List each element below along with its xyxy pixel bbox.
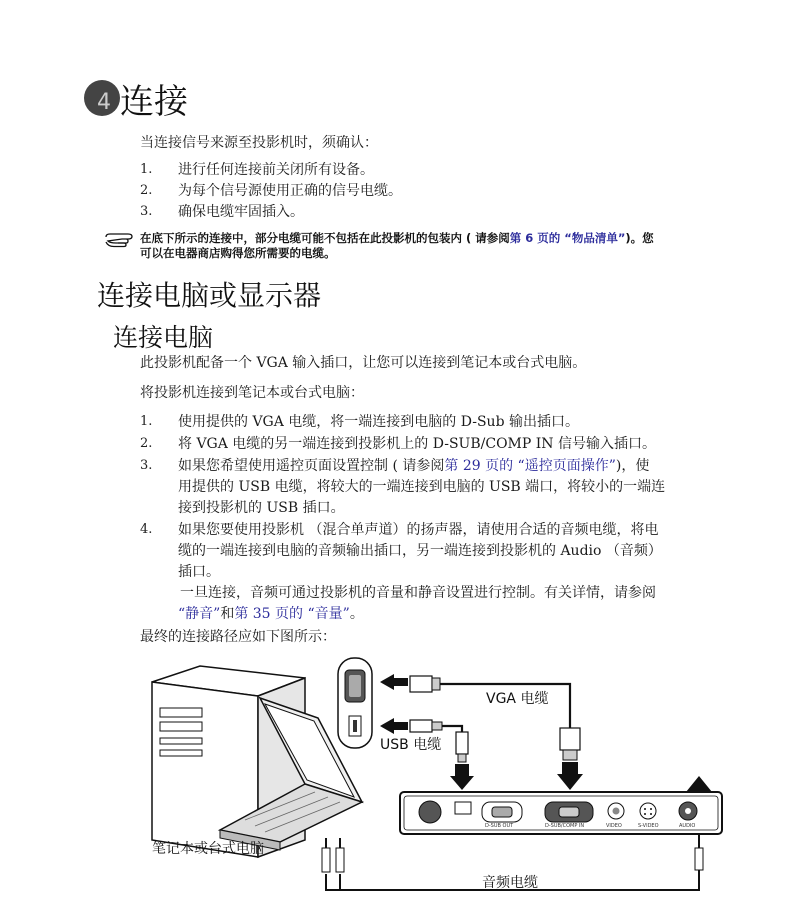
step-3-line-2: 用提供的 USB 电缆，将较大的一端连接到电脑的 USB 端口，将较小的一端连	[178, 479, 666, 495]
note-text-a: 在底下所示的连接中，部分电缆可能不包括在此投影机的包装内 ( 请参阅	[140, 231, 510, 245]
checklist-item-3: 确保电缆牢固插入。	[178, 204, 304, 220]
step-4-para-2-line-2	[178, 604, 364, 624]
vga-arrow-icon	[380, 674, 408, 690]
checklist-item-1: 进行任何连接前关闭所有设备。	[178, 162, 374, 178]
step-num-3: 3.	[140, 458, 153, 473]
usb-cable-label: USB 电缆	[380, 737, 442, 753]
chapter-number: 4	[97, 90, 111, 115]
para-connect-intro: 将投影机连接到笔记本或台式电脑：	[140, 385, 364, 401]
pointing-hand-icon	[104, 230, 138, 248]
checklist-num-3: 3.	[140, 204, 153, 219]
checklist-item-2: 为每个信号源使用正确的信号电缆。	[178, 183, 402, 199]
projector-usb-port	[455, 802, 471, 814]
connection-diagram	[140, 652, 760, 902]
audio-cable-label: 音频电缆	[482, 875, 538, 891]
note-text-b: )。您	[625, 231, 654, 245]
intro-text: 当连接信号来源至投影机时，须确认：	[140, 135, 378, 151]
computer-label: 笔记本或台式电脑	[152, 841, 264, 857]
step-3-text-a: 如果您希望使用遥控页面设置控制 ( 请参阅	[178, 458, 445, 474]
step-4-line-2: 缆的一端连接到电脑的音频输出插口，另一端连接到投影机的 Audio （音频）	[178, 543, 662, 559]
note-line-1	[140, 231, 740, 246]
note-link-packing-list[interactable]: 第 6 页的 “物品清单”	[509, 231, 626, 245]
link-volume[interactable]: 第 35 页的 “音量”	[234, 606, 350, 622]
vga-cable-label: VGA 电缆	[486, 691, 549, 707]
step-4-and: 和	[220, 606, 235, 622]
s-video-port	[640, 803, 656, 819]
step-4-line-1: 如果您要使用投影机 （混合单声道）的扬声器，请使用合适的音频电缆，将电	[178, 522, 659, 538]
step-4-para-2-line-1: 一旦连接，音频可通过投影机的音量和静音设置进行控制。有关详情，请参阅	[180, 585, 656, 601]
chapter-number-badge	[84, 80, 120, 116]
step-3-line-1	[178, 456, 649, 476]
step-num-4: 4.	[140, 522, 153, 537]
port-label-dsub-comp-in: D-SUB/COMP IN	[545, 823, 585, 829]
port-label-audio: AUDIO	[679, 823, 696, 829]
step-4-end: 。	[349, 606, 364, 622]
checklist-num-1: 1.	[140, 162, 153, 177]
step-3-text-b: )，使	[615, 458, 650, 474]
subsection-title: 连接电脑	[113, 323, 214, 352]
link-mute[interactable]: “静音”	[178, 606, 221, 622]
step-4-line-3: 插口。	[178, 564, 220, 580]
note-line-2: 可以在电器商店购得您所需要的电缆。	[140, 246, 336, 260]
usb-arrow-icon	[380, 718, 408, 734]
step-3-link-remote-paging[interactable]: 第 29 页的 “遥控页面操作”	[444, 458, 616, 474]
step-text-2: 将 VGA 电缆的另一端连接到投影机上的 D-SUB/COMP IN 信号输入插口。	[178, 436, 656, 452]
step-3-line-3: 接到投影机的 USB 插口。	[178, 500, 345, 516]
checklist-num-2: 2.	[140, 183, 153, 198]
step-num-1: 1.	[140, 414, 153, 429]
para-vga-intro: 此投影机配备一个 VGA 输入插口，让您可以连接到笔记本或台式电脑。	[140, 355, 587, 371]
section-title: 连接电脑或显示器	[97, 279, 322, 312]
port-label-video: VIDEO	[606, 823, 622, 829]
computer-ports-panel	[338, 658, 372, 748]
step-text-1: 使用提供的 VGA 电缆，将一端连接到电脑的 D-Sub 输出插口。	[178, 414, 579, 430]
chapter-title: 连接	[120, 82, 188, 122]
step-num-2: 2.	[140, 436, 153, 451]
port-label-s-video: S-VIDEO	[638, 823, 659, 829]
final-line: 最终的连接路径应如下图所示：	[140, 629, 336, 645]
port-label-dsub-out: D-SUB OUT	[485, 823, 514, 829]
